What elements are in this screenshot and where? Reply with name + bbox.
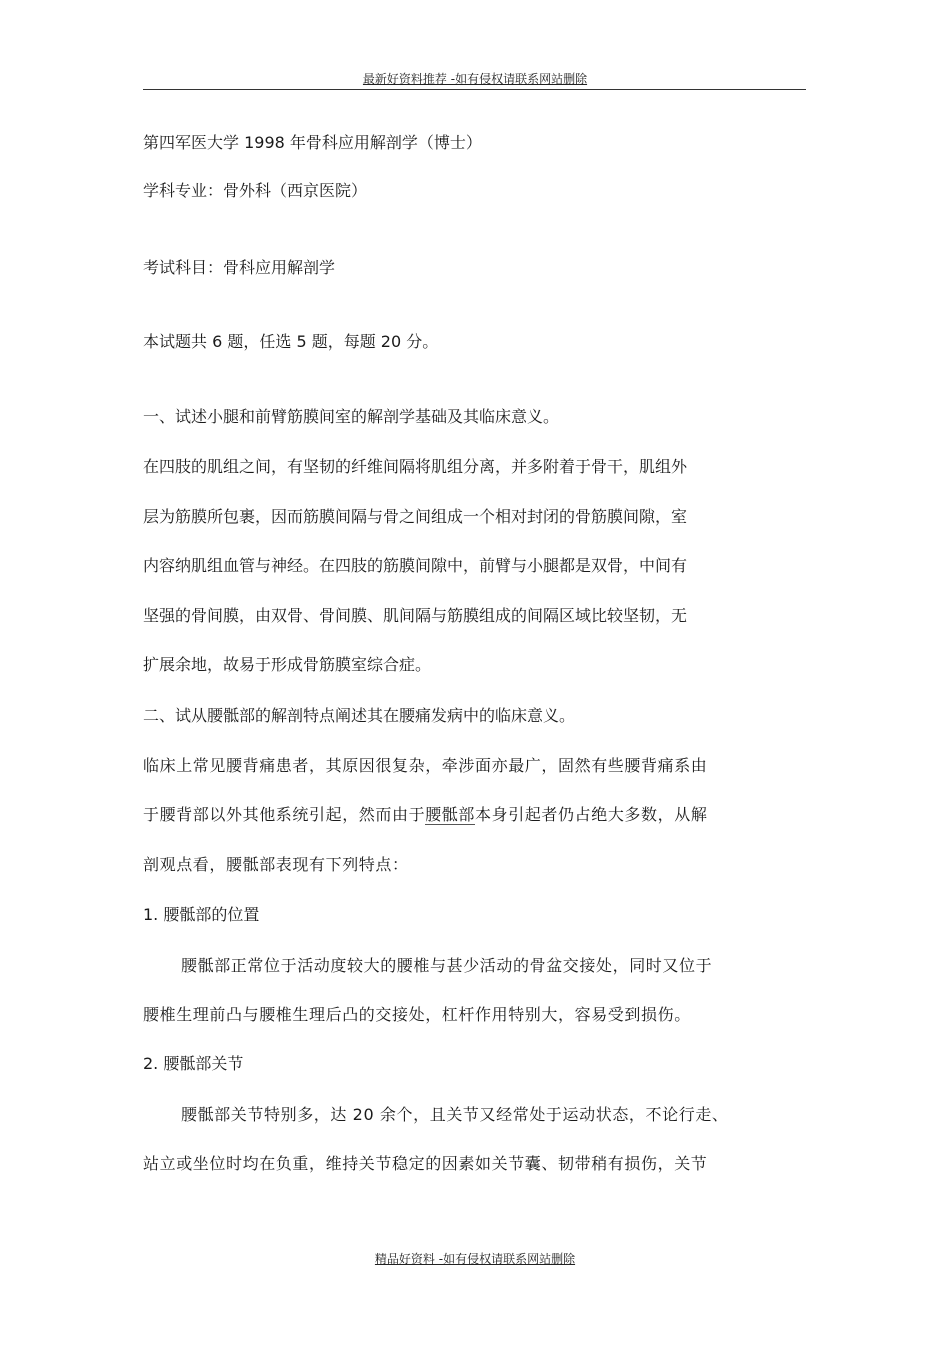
instructions-line: 本试题共 6 题，任选 5 题，每题 20 分。 (143, 332, 439, 351)
point-2-line: 腰骶部关节特别多，达 20 余个，且关节又经常处于运动状态，不论行走、 (181, 1105, 729, 1124)
subject-line: 考试科目：骨科应用解剖学 (143, 258, 336, 277)
point-1-line: 腰骶部正常位于活动度较大的腰椎与甚少活动的骨盆交接处，同时又位于 (181, 956, 713, 975)
question-1: 一、试述小腿和前臂筋膜间室的解剖学基础及其临床意义。 (143, 407, 560, 426)
answer-1-line: 内容纳肌组血管与神经。在四肢的筋膜间隙中，前臂与小腿都是双骨，中间有 (143, 556, 688, 575)
doc-title: 第四军医大学 1998 年骨科应用解剖学（博士） (143, 133, 482, 152)
header-rule (143, 89, 806, 90)
point-1-title: 1. 腰骶部的位置 (143, 905, 260, 924)
header-text: 最新好资料推荐 -如有侵权请联系网站删除 (362, 72, 588, 86)
point-1-line: 腰椎生理前凸与腰椎生理后凸的交接处，杠杆作用特别大，容易受到损伤。 (143, 1005, 691, 1024)
answer-1-line: 扩展余地，故易于形成骨筋膜室综合症。 (143, 655, 432, 674)
answer-2-text: 于腰背部以外其他系统引起，然而由于 (143, 805, 426, 824)
lumbosacral-link[interactable]: 腰骶部 (425, 805, 476, 824)
answer-2-line: 剖观点看，腰骶部表现有下列特点： (143, 855, 409, 874)
answer-1-line: 在四肢的肌组之间，有坚韧的纤维间隔将肌组分离，并多附着于骨干，肌组外 (143, 457, 688, 476)
footer-text: 精品好资料 -如有侵权请联系网站删除 (374, 1252, 576, 1266)
page-footer (0, 1251, 950, 1267)
answer-2-text: 本身引起者仍占绝大多数，从解 (475, 805, 708, 824)
page-header (0, 71, 950, 87)
answer-1-line: 层为筋膜所包裹，因而筋膜间隔与骨之间组成一个相对封闭的骨筋膜间隙，室 (143, 507, 688, 526)
answer-1-line: 坚强的骨间膜，由双骨、骨间膜、肌间隔与筋膜组成的间隔区域比较坚韧，无 (143, 606, 688, 625)
answer-2-line (143, 804, 707, 826)
point-2-line: 站立或坐位时均在负重，维持关节稳定的因素如关节囊、韧带稍有损伤，关节 (143, 1154, 708, 1173)
major-line: 学科专业：骨外科（西京医院） (143, 181, 368, 200)
point-2-title: 2. 腰骶部关节 (143, 1054, 244, 1073)
question-2: 二、试从腰骶部的解剖特点阐述其在腰痛发病中的临床意义。 (143, 706, 576, 725)
answer-2-line: 临床上常见腰背痛患者，其原因很复杂，牵涉面亦最广，固然有些腰背痛系由 (143, 756, 708, 775)
